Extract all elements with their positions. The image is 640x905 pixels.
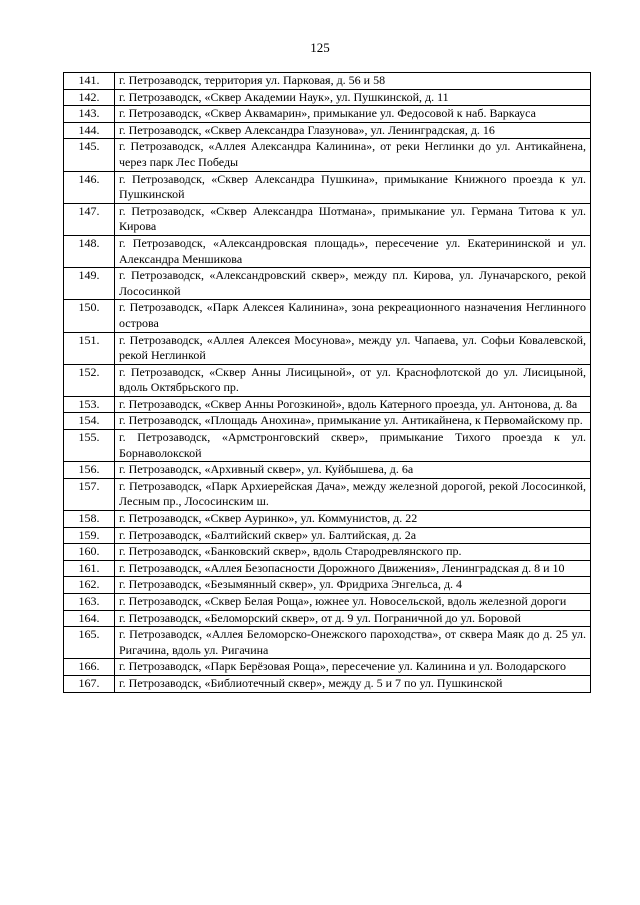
row-description: г. Петрозаводск, «Безымянный сквер», ул. Фридриха Энгельса, д. 4 xyxy=(115,577,591,594)
table-body xyxy=(64,73,591,693)
table-row xyxy=(64,364,591,396)
row-number: 142. xyxy=(64,89,115,106)
row-number: 150. xyxy=(64,300,115,332)
row-description: г. Петрозаводск, «Банковский сквер», вдоль Стародревлянского пр. xyxy=(115,544,591,561)
row-description: г. Петрозаводск, «Аллея Александра Калинина», от реки Неглинки до ул. Антикайнена, через парк Лес Победы xyxy=(115,139,591,171)
row-description: г. Петрозаводск, «Сквер Анны Лисицыной», от ул. Краснофлотской до ул. Лисицыной, вдоль Октябрьского пр. xyxy=(115,364,591,396)
row-number: 151. xyxy=(64,332,115,364)
row-number: 147. xyxy=(64,203,115,235)
row-number: 164. xyxy=(64,610,115,627)
row-description: г. Петрозаводск, «Архивный сквер», ул. Куйбышева, д. 6а xyxy=(115,462,591,479)
row-description: г. Петрозаводск, «Аллея Беломорско-Онежского пароходства», от сквера Маяк до д. 25 ул. Ригачина, вдоль ул. Ригачина xyxy=(115,627,591,659)
row-description: г. Петрозаводск, «Александровский сквер», между пл. Кирова, ул. Луначарского, рекой Лососинкой xyxy=(115,268,591,300)
row-number: 152. xyxy=(64,364,115,396)
row-description: г. Петрозаводск, «Парк Алексея Калинина», зона рекреационного назначения Неглинного острова xyxy=(115,300,591,332)
row-description: г. Петрозаводск, «Александровская площадь», пересечение ул. Екатерининской и ул. Александра Меншикова xyxy=(115,235,591,267)
table-row xyxy=(64,139,591,171)
table-row xyxy=(64,430,591,462)
row-number: 161. xyxy=(64,560,115,577)
table-row xyxy=(64,577,591,594)
row-number: 143. xyxy=(64,106,115,123)
row-description: г. Петрозаводск, «Балтийский сквер» ул. Балтийская, д. 2а xyxy=(115,527,591,544)
table-row xyxy=(64,544,591,561)
row-number: 158. xyxy=(64,511,115,528)
registry-table xyxy=(63,72,591,693)
table-row xyxy=(64,478,591,510)
row-number: 144. xyxy=(64,122,115,139)
table-row xyxy=(64,659,591,676)
row-number: 166. xyxy=(64,659,115,676)
row-description: г. Петрозаводск, «Беломорский сквер», от д. 9 ул. Пограничной до ул. Боровой xyxy=(115,610,591,627)
row-description: г. Петрозаводск, «Парк Архиерейская Дача», между железной дорогой, рекой Лососинкой, Лесным пр., Лососинским ш. xyxy=(115,478,591,510)
table-row xyxy=(64,171,591,203)
table-row xyxy=(64,300,591,332)
table-row xyxy=(64,122,591,139)
row-description: г. Петрозаводск, «Сквер Анны Рогозкиной», вдоль Катерного проезда, ул. Антонова, д. 8а xyxy=(115,396,591,413)
table-row xyxy=(64,396,591,413)
row-number: 163. xyxy=(64,594,115,611)
row-number: 145. xyxy=(64,139,115,171)
row-description: г. Петрозаводск, «Парк Берёзовая Роща», пересечение ул. Калинина и ул. Володарского xyxy=(115,659,591,676)
table-row xyxy=(64,511,591,528)
row-number: 167. xyxy=(64,675,115,692)
row-description: г. Петрозаводск, «Сквер Александра Глазунова», ул. Ленинградская, д. 16 xyxy=(115,122,591,139)
row-description: г. Петрозаводск, «Сквер Александра Шотмана», примыкание ул. Германа Титова к ул. Кирова xyxy=(115,203,591,235)
table-row xyxy=(64,462,591,479)
table-row xyxy=(64,527,591,544)
table-row xyxy=(64,235,591,267)
row-description: г. Петрозаводск, «Армстронговский сквер», примыкание Тихого проезда к ул. Борнаволокской xyxy=(115,430,591,462)
table-row xyxy=(64,268,591,300)
table-row xyxy=(64,413,591,430)
row-number: 146. xyxy=(64,171,115,203)
table-row xyxy=(64,332,591,364)
row-description: г. Петрозаводск, «Аллея Безопасности Дорожного Движения», Ленинградская д. 8 и 10 xyxy=(115,560,591,577)
table-row xyxy=(64,73,591,90)
row-description: г. Петрозаводск, «Сквер Белая Роща», южнее ул. Новосельской, вдоль железной дороги xyxy=(115,594,591,611)
row-number: 149. xyxy=(64,268,115,300)
table-row xyxy=(64,203,591,235)
row-description: г. Петрозаводск, «Сквер Ауринко», ул. Коммунистов, д. 22 xyxy=(115,511,591,528)
row-number: 160. xyxy=(64,544,115,561)
row-description: г. Петрозаводск, территория ул. Парковая, д. 56 и 58 xyxy=(115,73,591,90)
row-description: г. Петрозаводск, «Сквер Аквамарин», примыкание ул. Федосовой к наб. Варкауса xyxy=(115,106,591,123)
row-number: 154. xyxy=(64,413,115,430)
table-row xyxy=(64,89,591,106)
row-description: г. Петрозаводск, «Площадь Анохина», примыкание ул. Антикайнена, к Первомайскому пр. xyxy=(115,413,591,430)
row-description: г. Петрозаводск, «Библиотечный сквер», между д. 5 и 7 по ул. Пушкинской xyxy=(115,675,591,692)
row-number: 155. xyxy=(64,430,115,462)
page-number: 125 xyxy=(310,40,330,55)
table-row xyxy=(64,610,591,627)
row-number: 159. xyxy=(64,527,115,544)
row-description: г. Петрозаводск, «Сквер Александра Пушкина», примыкание Книжного проезда к ул. Пушкинской xyxy=(115,171,591,203)
row-number: 153. xyxy=(64,396,115,413)
table-row xyxy=(64,675,591,692)
row-number: 157. xyxy=(64,478,115,510)
row-description: г. Петрозаводск, «Аллея Алексея Мосунова», между ул. Чапаева, ул. Софьи Ковалевской, рекой Неглинкой xyxy=(115,332,591,364)
row-description: г. Петрозаводск, «Сквер Академии Наук», ул. Пушкинской, д. 11 xyxy=(115,89,591,106)
table-row xyxy=(64,560,591,577)
row-number: 148. xyxy=(64,235,115,267)
table-row xyxy=(64,594,591,611)
row-number: 162. xyxy=(64,577,115,594)
table-row xyxy=(64,106,591,123)
row-number: 165. xyxy=(64,627,115,659)
table-row xyxy=(64,627,591,659)
row-number: 156. xyxy=(64,462,115,479)
row-number: 141. xyxy=(64,73,115,90)
